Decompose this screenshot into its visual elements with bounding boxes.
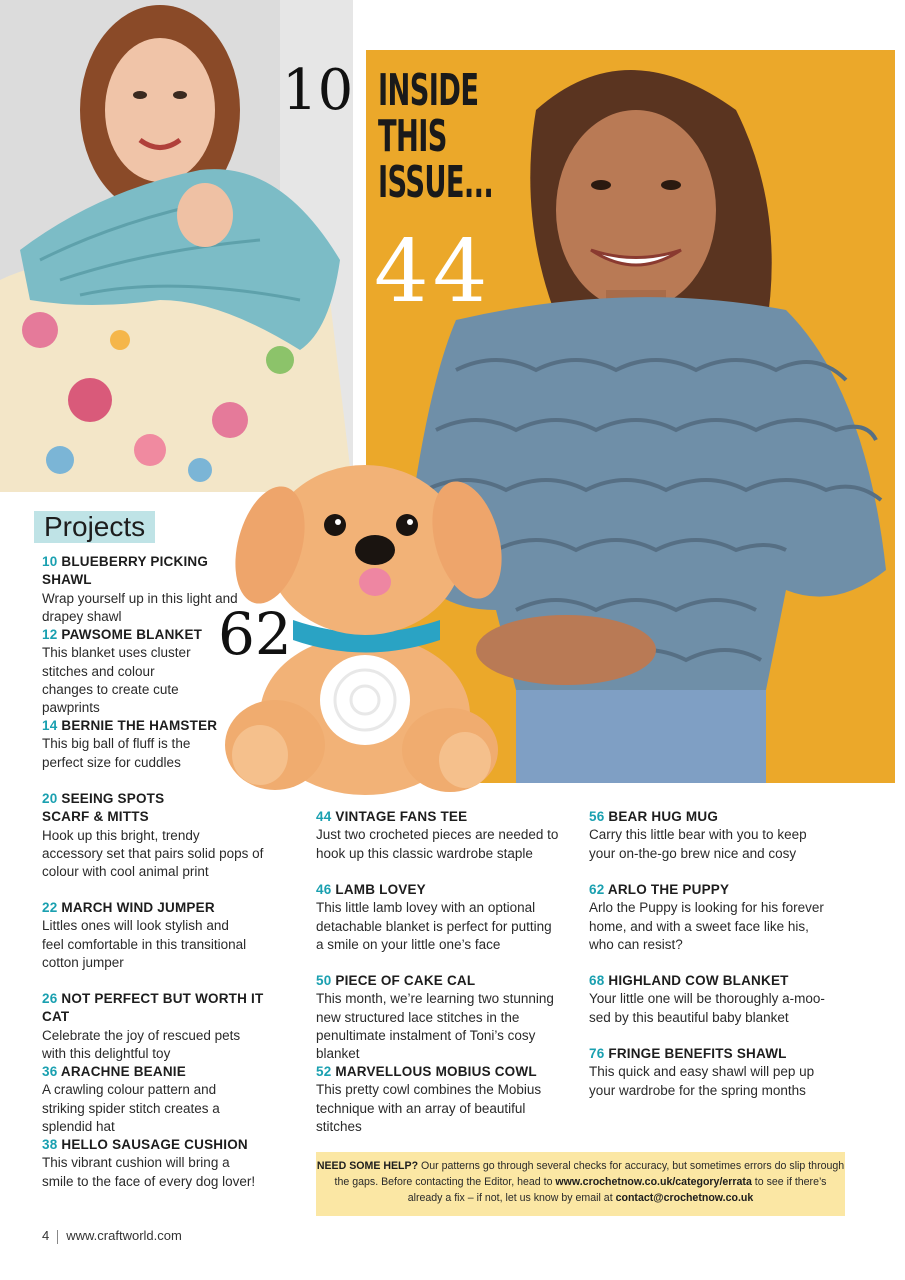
project-item[interactable]: 12 PAWSOME BLANKET This blanket uses cluster stitches and colour changes to create cute pawprints (42, 627, 203, 716)
project-item[interactable]: 26 NOT PERFECT BUT WORTH IT CAT Celebrate the joy of rescued pets with this delightful toy (42, 991, 264, 1061)
footer-divider (57, 1230, 58, 1244)
project-item[interactable]: 14 BERNIE THE HAMSTER This big ball of fluff is the perfect size for cuddles (42, 718, 218, 770)
project-item[interactable]: 52 MARVELLOUS MOBIUS COWL This pretty cowl combines the Mobius technique with an array of beautiful stitches (316, 1064, 542, 1134)
project-item[interactable]: 68 HIGHLAND COW BLANKET Your little one will be thoroughly a-moo-sed by this beautiful baby blanket (589, 973, 825, 1025)
title-line-2: THIS (378, 111, 447, 162)
project-item[interactable]: 46 LAMB LOVEY This little lamb lovey with an optional detachable blanket is perfect for putting a smile on your little one’s face (316, 882, 552, 952)
help-text-1: Our patterns go through several checks for accuracy, but sometimes errors do slip through the gaps. Before contacting the Editor, head to (334, 1160, 845, 1188)
title-line-1: INSIDE (378, 65, 479, 116)
help-box (316, 1152, 845, 1216)
project-item[interactable]: 62 ARLO THE PUPPY Arlo the Puppy is looking for his forever home, and with a sweet face like his, who can resist? (589, 882, 824, 952)
project-item[interactable]: 76 FRINGE BENEFITS SHAWL This quick and easy shawl will pep up your wardrobe for the spring months (589, 1046, 815, 1098)
project-item[interactable]: 38 HELLO SAUSAGE CUSHION This vibrant cushion will bring a smile to the face of every dog lover! (42, 1137, 256, 1189)
page-number: 4 (42, 1228, 50, 1243)
page-ref-62: 62 (218, 600, 292, 668)
page-ref-10: 10 (282, 58, 354, 123)
project-item[interactable]: 36 ARACHNE BEANIE A crawling colour pattern and striking spider stitch creates a splendid hat (42, 1064, 220, 1134)
page-ref-44: 44 (374, 222, 492, 322)
inside-this-issue-title (378, 65, 494, 208)
footer-website[interactable]: www.craftworld.com (66, 1228, 182, 1243)
errata-link[interactable]: www.crochetnow.co.uk/category/errata (555, 1176, 752, 1188)
project-item[interactable]: 22 MARCH WIND JUMPER Littles ones will look stylish and feel comfortable in this transitional cotton jumper (42, 900, 247, 970)
help-text-2: to see if there’s already a fix – if not, let us know by email at (407, 1176, 827, 1204)
project-item[interactable]: 10 BLUEBERRY PICKING SHAWL Wrap yourself up in this light and drapey shawl (42, 554, 238, 624)
photo-gap (353, 0, 366, 492)
projects-heading: Projects (34, 511, 155, 543)
page-footer (42, 1228, 182, 1244)
project-item[interactable]: 20 SEEING SPOTS SCARF & MITTS Hook up this bright, trendy accessory set that pairs solid pops of colour with cool animal print (42, 791, 264, 880)
contact-email-link[interactable]: contact@crochetnow.co.uk (615, 1192, 754, 1204)
title-line-3: ISSUE... (378, 157, 494, 208)
help-lead: NEED SOME HELP? (316, 1160, 419, 1172)
project-item[interactable]: 44 VINTAGE FANS TEE Just two crocheted pieces are needed to hook up this classic wardrobe staple (316, 809, 559, 861)
project-item[interactable]: 50 PIECE OF CAKE CAL This month, we’re learning two stunning new structured lace stitches in the penultimate instalment of Toni’s cosy blanket (316, 973, 554, 1062)
project-item[interactable]: 56 BEAR HUG MUG Carry this little bear with you to keep your on-the-go brew nice and cosy (589, 809, 807, 861)
